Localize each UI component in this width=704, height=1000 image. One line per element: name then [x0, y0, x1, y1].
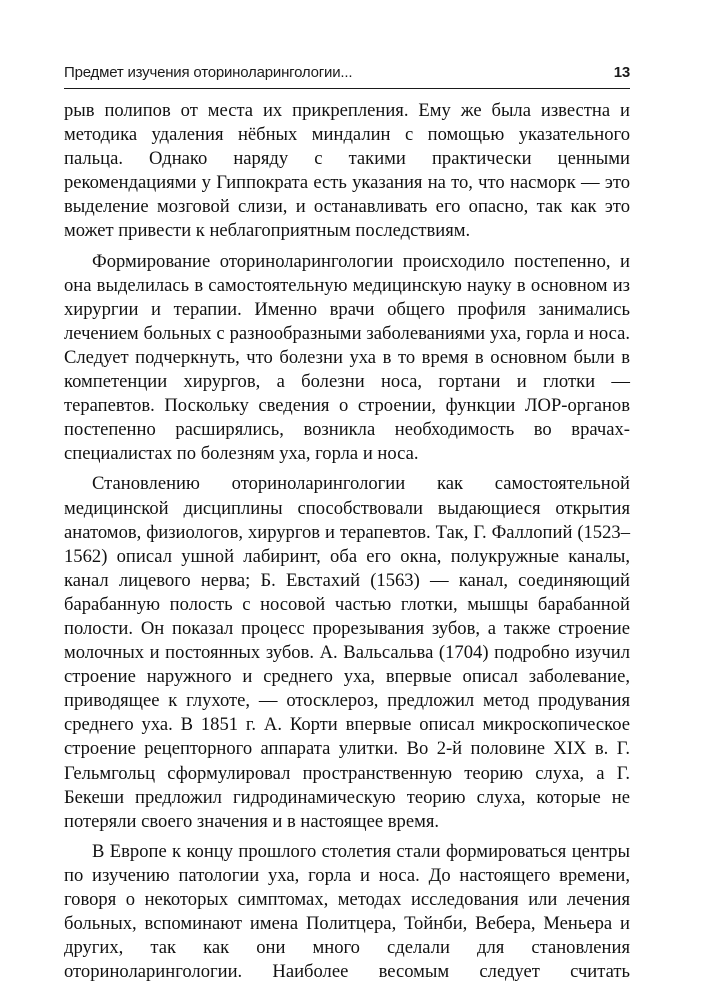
header-divider [64, 88, 630, 89]
paragraph-continuation: рыв полипов от места их прикрепления. Ему же была известна и методика удаления нёбных миндалин с помощью указательного пальца. Однако наряду с такими практически ценными рекомендациями у Гиппократа есть указания на то, что насморк — это выделение мозговой слизи, и останавливать его опасно, так как это может привести к неблагоприятным последствиям. [64, 100, 630, 242]
running-header [64, 64, 630, 86]
page-number: 13 [613, 64, 630, 81]
paragraph-discoveries: Становлению оториноларингологии как самостоятельной медицинской дисциплины способствовали выдающиеся открытия анатомов, физиологов, хирургов и терапевтов. Так, Г. Фаллопий (1523–1562) описал ушной лабиринт, оба его окна, полукружные каналы, канал лицевого нерва; Б. Евстахий (1563) — канал, соединяющий барабанную полость с носовой частью глотки, мышцы барабанной полости. Он показал процесс прорезывания зубов, а также строение молочных и постоянных зубов. А. Вальсальва (1704) подробно изучил строение наружного и среднего уха, впервые описал заболевание, приводящее к глухоте, — отосклероз, предложил метод продувания среднего уха. В 1851 г. А. Корти впервые описал микроскопическое строение рецепторного аппарата улитки. Во 2-й половине XIX в. Г. Гельмгольц сформулировал пространственную теорию слуха, а Г. Бекеши предложил гидродинамическую теорию слуха, которые не потеряли своего значения и в настоящее время. [64, 473, 630, 832]
running-title: Предмет изучения оториноларингологии... [64, 64, 353, 81]
body-text [64, 99, 630, 984]
paragraph-europe: В Европе к концу прошлого столетия стали формироваться центры по изучению патологии уха, горла и носа. До настоящего времени, говоря о некоторых симптомах, методах исследования или лечения больных, вспоминают имена Политцера, Тойнби, Вебера, Меньера и других, так как они много сделали для становления оториноларингологии. Наиболее весомым следует считать [64, 840, 630, 983]
paragraph-formation: Формирование оториноларингологии происходило постепенно, и она выделилась в самостоятельную медицинскую науку в основном из хирургии и терапии. Именно врачи общего профиля занимались лечением больных с разнообразными заболеваниями уха, горла и носа. Следует подчеркнуть, что болезни уха в то время в основном были в компетенции хирургов, а болезни носа, гортани и глотки — терапевтов. Поскольку сведения о строении, функции ЛОР-органов постепенно расширялись, возникла необходимость во врачах-специалистах по болезням уха, горла и носа. [64, 250, 630, 465]
